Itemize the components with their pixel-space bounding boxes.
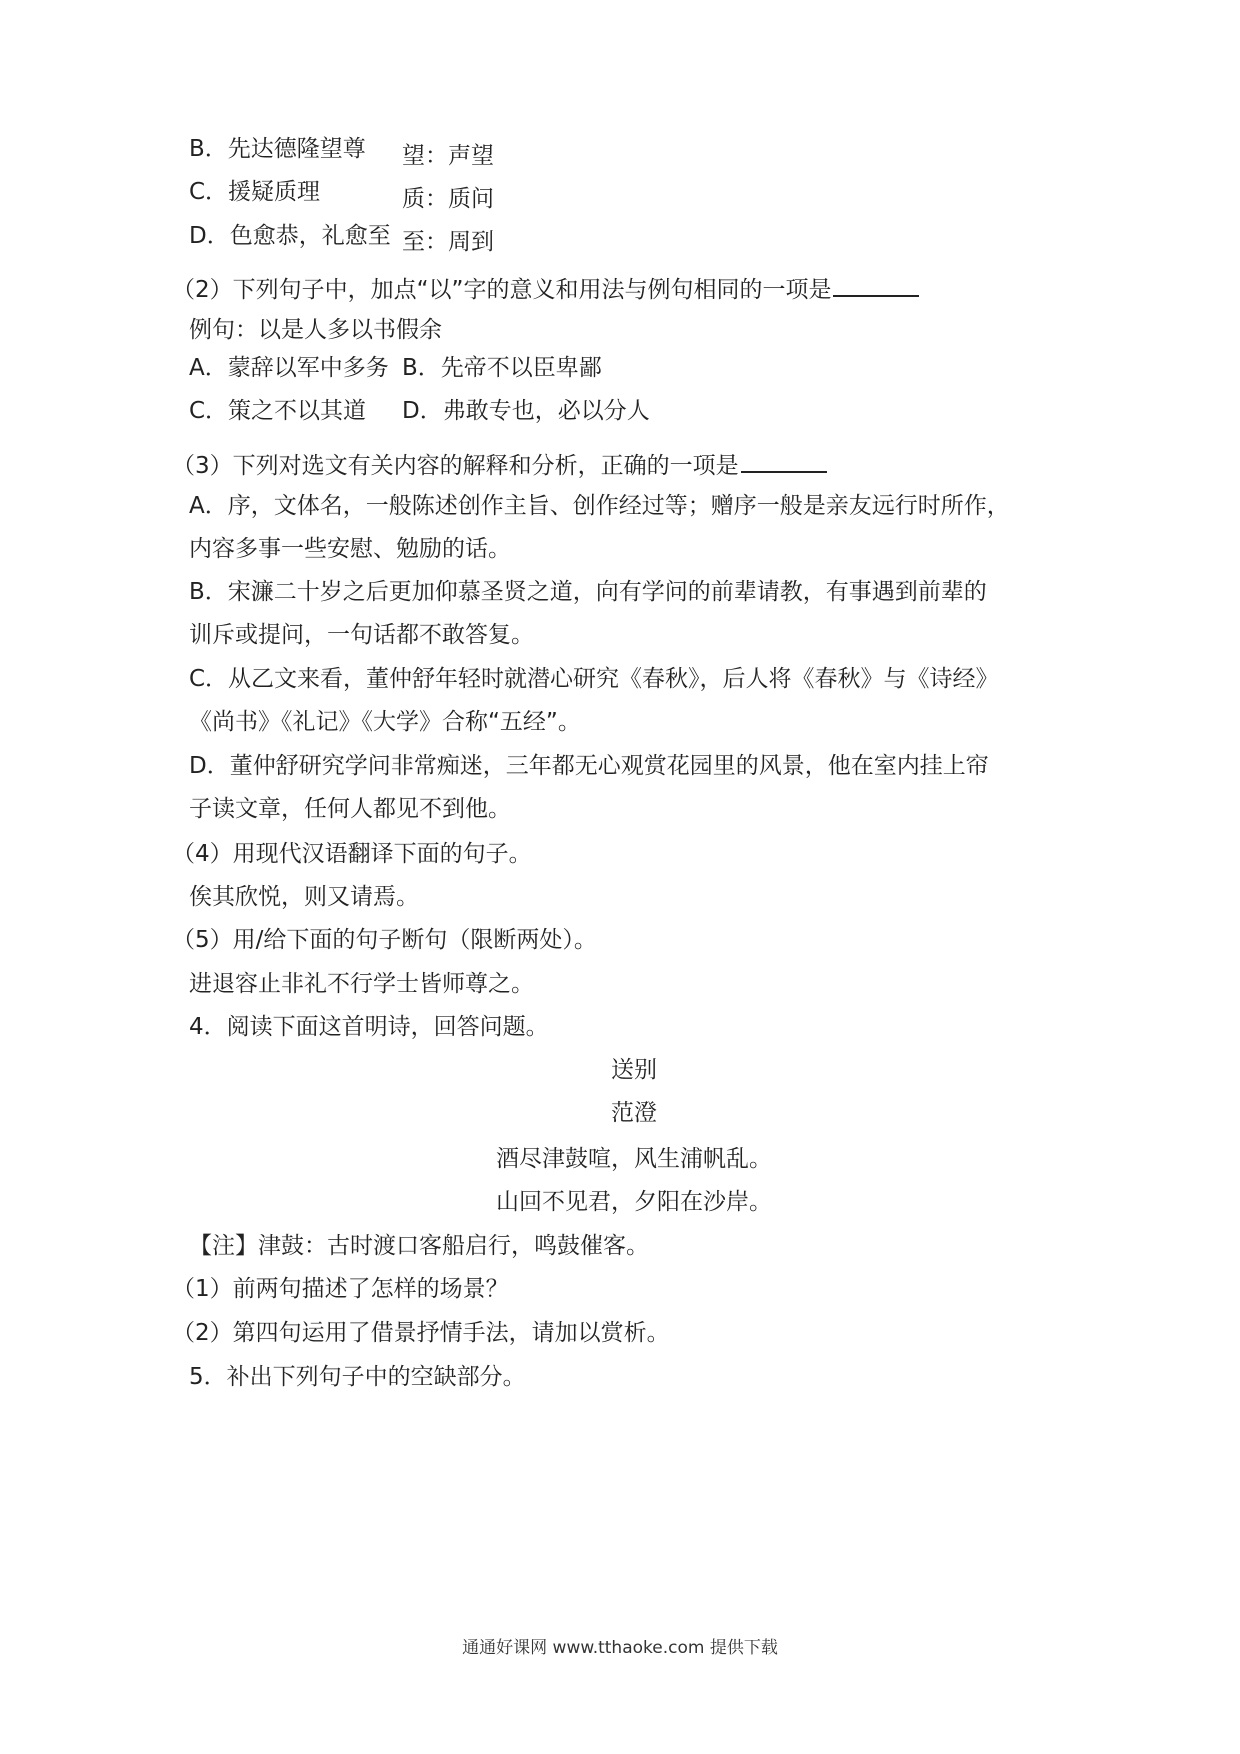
question-3-prompt bbox=[172, 447, 827, 481]
question-3-option-a-line1: A．序，文体名，一般陈述创作主旨、创作经过等；赠序一般是亲友远行时所作， bbox=[189, 493, 1010, 519]
option-c-gloss: 质：质问 bbox=[402, 186, 494, 212]
question-2-option-a: A．蒙辞以军中多务 bbox=[189, 355, 389, 381]
poem-line-1: 酒尽津鼓喧，风生浦帆乱。 bbox=[496, 1146, 772, 1172]
question-3-prompt-text: （3）下列对选文有关内容的解释和分析，正确的一项是 bbox=[172, 453, 739, 479]
poem-subquestion-2: （2）第四句运用了借景抒情手法，请加以赏析。 bbox=[172, 1320, 670, 1346]
question-fill-blanks-prompt: 5．补出下列句子中的空缺部分。 bbox=[189, 1364, 526, 1390]
poem-title: 送别 bbox=[611, 1057, 657, 1083]
poem-question-prompt: 4．阅读下面这首明诗，回答问题。 bbox=[189, 1014, 549, 1040]
question-2-option-d: D．弗敢专也，必以分人 bbox=[402, 398, 650, 424]
question-4-prompt: （4）用现代汉语翻译下面的句子。 bbox=[172, 841, 532, 867]
question-5-sentence: 进退容止非礼不行学士皆师尊之。 bbox=[189, 971, 534, 997]
option-c-text: C．援疑质理 bbox=[189, 179, 321, 205]
question-2-prompt-text: （2）下列句子中，加点“以”字的意义和用法与例句相同的一项是 bbox=[172, 277, 832, 303]
option-b-gloss: 望：声望 bbox=[402, 143, 494, 169]
question-2-prompt bbox=[172, 271, 919, 305]
question-2-example: 例句：以是人多以书假余 bbox=[189, 317, 442, 343]
poem-author: 范澄 bbox=[611, 1100, 657, 1126]
option-b-text: B．先达德隆望尊 bbox=[189, 136, 366, 162]
answer-blank[interactable] bbox=[833, 271, 919, 297]
question-3-option-c-line2: 《尚书》《礼记》《大学》合称“五经”。 bbox=[189, 709, 581, 735]
question-3-option-d-line2: 子读文章，任何人都见不到他。 bbox=[189, 796, 511, 822]
question-3-option-c-line1: C．从乙文来看，董仲舒年轻时就潜心研究《春秋》，后人将《春秋》与《诗经》 bbox=[189, 666, 999, 692]
option-d-text: D．色愈恭，礼愈至 bbox=[189, 223, 391, 249]
poem-note: 【注】津鼓：古时渡口客船启行，鸣鼓催客。 bbox=[189, 1233, 649, 1259]
option-d-gloss: 至：周到 bbox=[402, 229, 494, 255]
question-3-option-d-line1: D．董仲舒研究学问非常痴迷，三年都无心观赏花园里的风景，他在室内挂上帘 bbox=[189, 753, 989, 779]
answer-blank[interactable] bbox=[741, 447, 827, 473]
poem-subquestion-1: （1）前两句描述了怎样的场景？ bbox=[172, 1276, 509, 1302]
question-3-option-b-line1: B．宋濂二十岁之后更加仰慕圣贤之道，向有学问的前辈请教，有事遇到前辈的 bbox=[189, 579, 987, 605]
question-2-option-b: B．先帝不以臣卑鄙 bbox=[402, 355, 602, 381]
question-4-sentence: 俟其欣悦，则又请焉。 bbox=[189, 884, 419, 910]
question-3-option-a-line2: 内容多事一些安慰、勉励的话。 bbox=[189, 536, 511, 562]
question-2-option-c: C．策之不以其道 bbox=[189, 398, 367, 424]
poem-line-2: 山回不见君，夕阳在沙岸。 bbox=[496, 1189, 772, 1215]
footer-source: 通通好课网 www.tthaoke.com 提供下载 bbox=[462, 1638, 778, 1658]
question-3-option-b-line2: 训斥或提问，一句话都不敢答复。 bbox=[189, 622, 534, 648]
question-5-prompt: （5）用/给下面的句子断句（限断两处）。 bbox=[172, 927, 597, 953]
